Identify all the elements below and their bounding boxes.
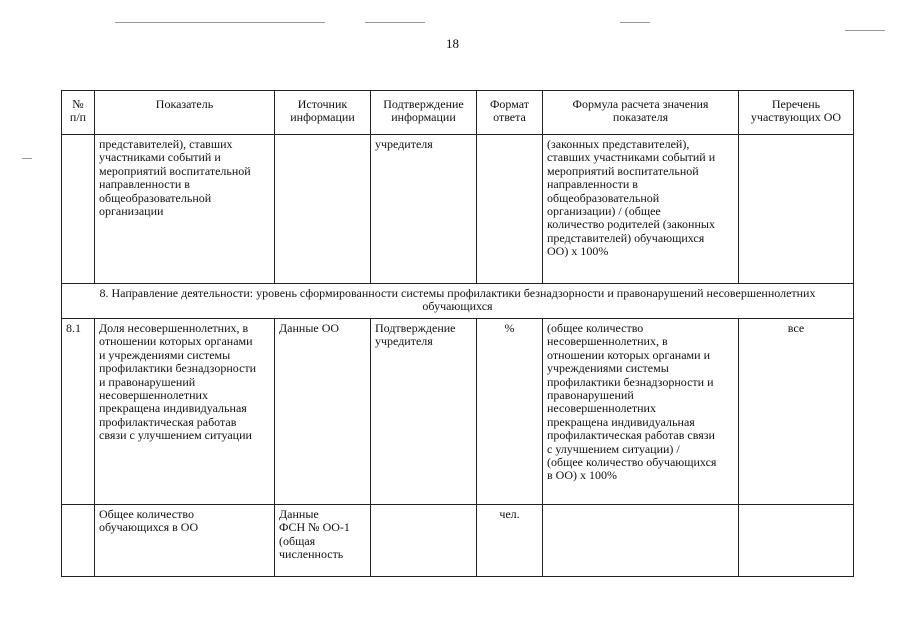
row-formula: (законных представителей), ставших участниками событий и мероприятий воспитательной направленности в общеобразовательной организации) / (общее количество родителей (законных представителей) обучающихся ОО) х 100% [543,135,739,284]
scan-mark-top-far-right [845,30,885,31]
row-number [62,135,95,284]
row-indicator: Доля несовершеннолетних, в отношении которых органами и учреждениями системы профилактики безнадзорности и правонарушений несовершеннолетних прекращена индивидуальная профилактическая работав связи с улучшением ситуации [95,319,275,505]
header-indicator: Показатель [95,91,275,135]
table-row [62,505,854,577]
section-row [62,284,854,319]
section-heading: 8. Направление деятельности: уровень сформированности системы профилактики безнадзорности и правонарушений несовершеннолетних обучающихся [62,284,854,319]
row-number: 8.1 [62,319,95,505]
table-header-row [62,91,854,135]
header-number: № п/п [62,91,95,135]
row-participants [739,135,854,284]
scan-mark-left [22,158,32,159]
row-source [275,135,371,284]
scan-mark-top-left [115,22,325,23]
row-source: Данные ФСН № ОО-1 (общая численность [275,505,371,577]
row-number [62,505,95,577]
header-source: Источник информации [275,91,371,135]
row-formula: (общее количество несовершеннолетних, в отношении которых органами и учреждениями системы профилактики безнадзорности и правонарушений несовершеннолетних прекращена индивидуальная профилактическая работав связи с улучшением ситуации) / (общее количество обучающихся в ОО) х 100% [543,319,739,505]
header-format: Формат ответа [477,91,543,135]
table-row [62,319,854,505]
indicator-table [61,90,854,577]
row-participants: все [739,319,854,505]
row-confirmation [371,505,477,577]
row-source: Данные ОО [275,319,371,505]
scan-mark-top-right [620,22,650,23]
scan-mark-top-mid [365,22,425,23]
header-confirmation: Подтверждение информации [371,91,477,135]
row-confirmation: Подтверждение учредителя [371,319,477,505]
row-format: чел. [477,505,543,577]
row-participants [739,505,854,577]
row-indicator: Общее количество обучающихся в ОО [95,505,275,577]
table-row [62,135,854,284]
row-format: % [477,319,543,505]
page-number: 18 [446,36,459,51]
row-formula [543,505,739,577]
header-formula: Формула расчета значения показателя [543,91,739,135]
row-indicator: представителей), ставших участниками событий и мероприятий воспитательной направленности в общеобразовательной организации [95,135,275,284]
row-format [477,135,543,284]
header-participants: Перечень участвующих ОО [739,91,854,135]
row-confirmation: учредителя [371,135,477,284]
